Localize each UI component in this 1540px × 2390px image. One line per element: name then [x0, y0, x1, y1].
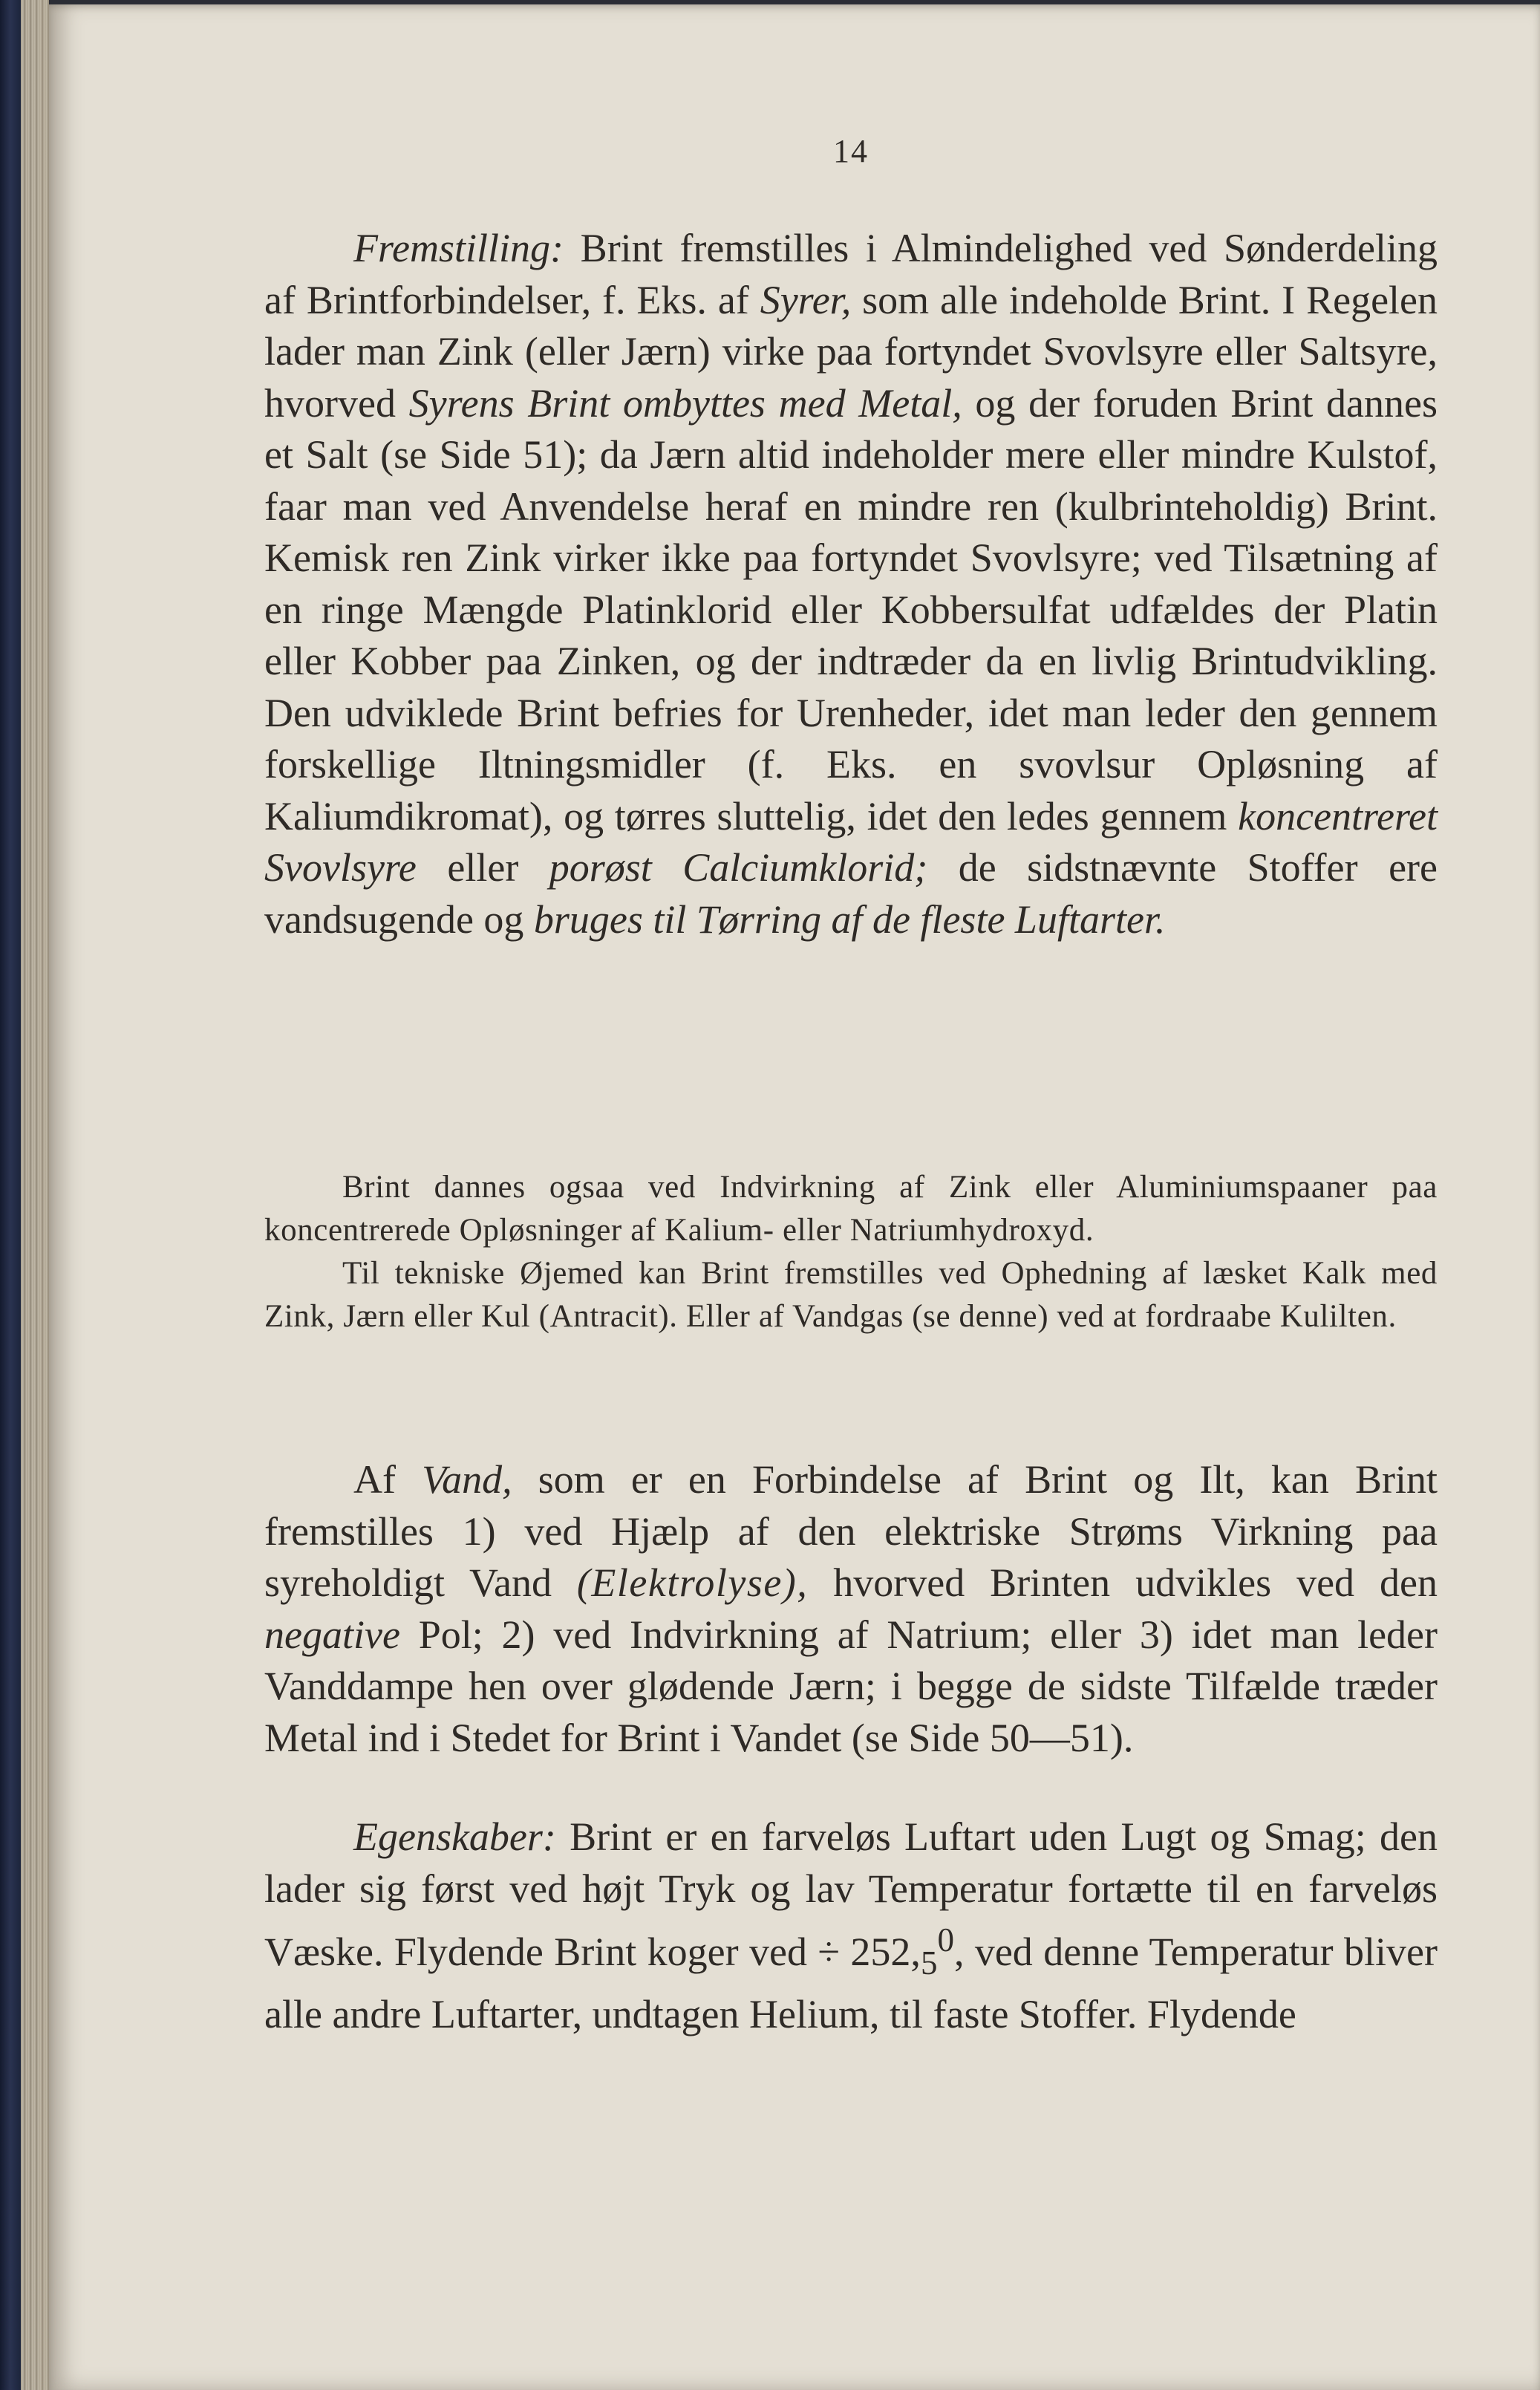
paragraph-fremstilling: Fremstilling: Brint fremstilles i Almindelighed ved Sønderdeling af Brintforbindelser, f. Eks. af Syrer, som alle indeholde Brint. I Regelen lader man Zink (eller Jærn) virke paa fortyndet Svovlsyre eller Saltsyre, hvorved Syrens Brint ombyttes med Metal, og der foruden Brint dannes et Salt (se Side 51); da Jærn altid indeholder mere eller mindre Kulstof, faar man ved Anvendelse heraf en mindre ren (kulbrinteholdig) Brint. Kemisk ren Zink virker ikke paa fortyndet Svovlsyre; ved Tilsætning af en ringe Mængde Platinklorid eller Kobbersulfat udfældes der Platin eller Kobber paa Zinken, og der indtræder da en livlig Brintudvikling. Den udviklede Brint befries for Urenheder, idet man leder den gennem forskellige Iltningsmidler (f. Eks. en svovlsur Opløsning af Kaliumdikromat), og tørres sluttelig, idet den ledes gennem koncentreret Svovlsyre eller porøst Calciumklorid; de sidstnævnte Stoffer ere vandsugende og bruges til Tørring af de fleste Luftarter. [264, 226, 1438, 942]
section-label-egenskaber: Egenskaber: [353, 1814, 556, 1859]
minus-symbol: ÷ [818, 1930, 841, 1974]
page-number: 14 [833, 133, 869, 169]
page-sheet [49, 0, 1540, 2390]
small-print-note [264, 1166, 1438, 1338]
top-edge [49, 0, 1540, 4]
section-label-fremstilling: Fremstilling: [353, 226, 564, 270]
paragraph-vand: Af Vand, som er en Forbindelse af Brint og Ilt, kan Brint fremstilles 1) ved Hjælp af den elektriske Strøms Virkning paa syreholdigt Vand (Elektrolyse), hvorved Brinten udvikles ved den negative Pol; 2) ved Indvirkning af Natrium; eller 3) idet man leder Vanddampe hen over glødende Jærn; i begge de sidste Tilfælde træder Metal ind i Stedet for Brint i Vandet (se Side 50—51). [264, 1457, 1438, 1760]
note-paragraph-teknisk: Til tekniske Øjemed kan Brint fremstilles ved Ophedning af læsket Kalk med Zink, Jærn eller Kul (Antracit). Eller af Vandgas (se denne) ved at fordraabe Kulilten. [264, 1256, 1438, 1334]
paragraph-egenskaber: Egenskaber: Brint er en farveløs Luftart uden Lugt og Smag; den lader sig først ved højt Tryk og lav Temperatur fortætte til en farveløs Væske. Flydende Brint koger ved ÷ $252,_5^0$, ved denne Temperatur bliver alle andre Luftarter, undtagen Helium, til faste Stoffer. Flydende [264, 1814, 1438, 2037]
note-paragraph-aluminium: Brint dannes ogsaa ved Indvirkning af Zink eller Aluminiumspaaner paa koncentrerede Opløsninger af Kalium- eller Natriumhydroxyd. [264, 1170, 1438, 1248]
